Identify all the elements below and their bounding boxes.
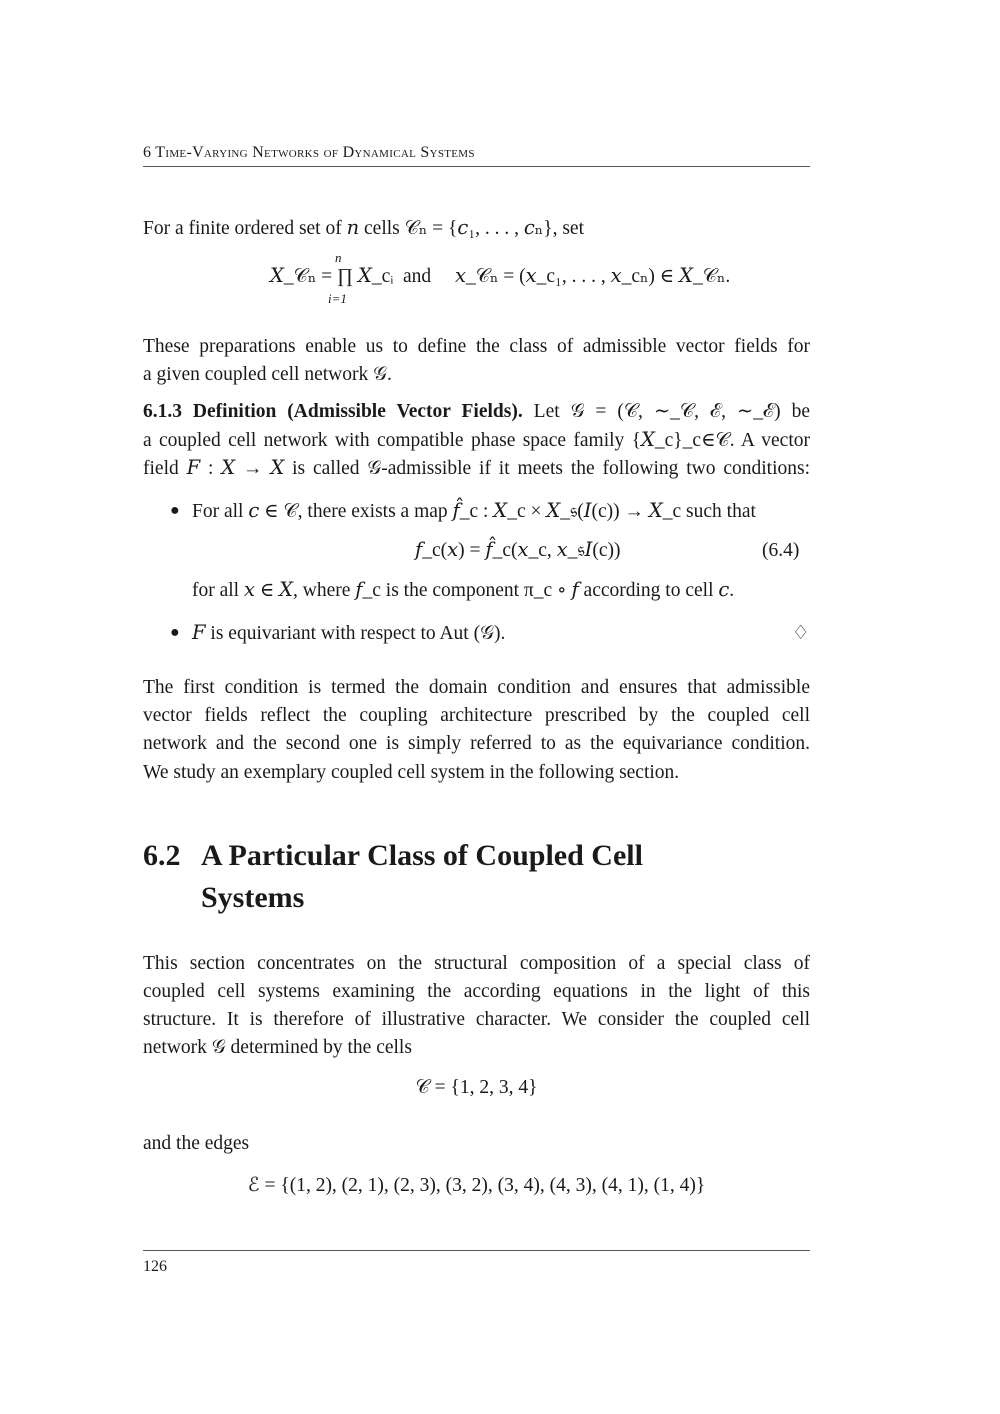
end-of-definition-icon: ♢ (792, 623, 810, 644)
equation-and: and (403, 266, 432, 287)
paragraph-line: The first condition is termed the domain condition and ensures that admissible (143, 677, 810, 698)
paragraph-line: We study an exemplary coupled cell system in the following section. (143, 762, 680, 783)
equation-product: 𝑋_𝒞ₙ = ∏ 𝑋_cᵢ (270, 266, 394, 287)
equation: 𝑓_c(𝑥) = 𝑓̂_c(𝑥_c, 𝑥_𝔰𝐼(c)) (415, 540, 621, 561)
bullet-text: for all 𝑥 ∈ 𝑋, where 𝑓_c is the component π_c ∘ 𝑓 according to cell 𝑐. (192, 580, 735, 601)
running-header: 6 Time-Varying Networks of Dynamical Systems (143, 144, 475, 161)
definition-line (143, 400, 810, 424)
paragraph-line: network 𝒢 determined by the cells (143, 1037, 412, 1058)
paragraph-line: and the edges (143, 1133, 250, 1154)
definition-line: a coupled cell network with compatible phase space family {𝑋_c}_c∈𝒞. A vector (143, 430, 810, 451)
equation-number: (6.4) (762, 540, 800, 561)
bullet-text: For all 𝑐 ∈ 𝒞, there exists a map 𝑓̂_c : 𝑋_c × 𝑋_𝔰(𝐼(c)) → 𝑋_c such that (192, 501, 756, 522)
bullet-icon: ● (170, 624, 180, 641)
bullet-icon: ● (170, 502, 180, 519)
product-upper-limit: n (335, 250, 342, 265)
product-lower-limit: i=1 (328, 291, 347, 306)
paragraph-line: a given coupled cell network 𝒢. (143, 364, 392, 385)
paragraph-line: For a finite ordered set of 𝑛 cells 𝒞ₙ = {𝑐₁, . . . , 𝑐ₙ}, set (143, 218, 584, 239)
paragraph-line: This section concentrates on the structural composition of a special class of (143, 953, 810, 974)
header-rule (143, 166, 810, 167)
bullet-text: 𝐹 is equivariant with respect to Aut (𝒢). (192, 623, 506, 644)
paragraph-line: structure. It is therefore of illustrative character. We consider the coupled cell (143, 1009, 810, 1030)
paragraph-line: vector fields reflect the coupling architecture prescribed by the coupled cell (143, 705, 810, 726)
section-number: 6.2 (143, 839, 181, 872)
equation-tuple: 𝑥_𝒞ₙ = (𝑥_c₁, . . . , 𝑥_cₙ) ∈ 𝑋_𝒞ₙ. (455, 266, 731, 287)
paragraph-line: These preparations enable us to define the class of admissible vector fields for (143, 336, 810, 357)
page-number: 126 (143, 1258, 167, 1275)
section-title: A Particular Class of Coupled Cell (201, 839, 643, 872)
footer-rule (143, 1250, 810, 1251)
definition-title: 6.1.3 Definition (Admissible Vector Fields). (143, 401, 523, 422)
definition-text: Let 𝒢 = (𝒞, ∼_𝒞, ℰ, ∼_ℰ) be (533, 401, 811, 422)
definition-line: field 𝐹 : 𝑋 → 𝑋 is called 𝒢-admissible if it meets the following two conditions: (143, 458, 810, 479)
paragraph-line: network and the second one is simply referred to as the equivariance condition. (143, 733, 810, 754)
section-title: Systems (201, 881, 305, 914)
equation-edges: ℰ = {(1, 2), (2, 1), (2, 3), (3, 2), (3, 4), (4, 3), (4, 1), (1, 4)} (247, 1175, 706, 1196)
paragraph-line: coupled cell systems examining the according equations in the light of this (143, 981, 810, 1002)
equation-cells: 𝒞 = {1, 2, 3, 4} (415, 1077, 538, 1098)
